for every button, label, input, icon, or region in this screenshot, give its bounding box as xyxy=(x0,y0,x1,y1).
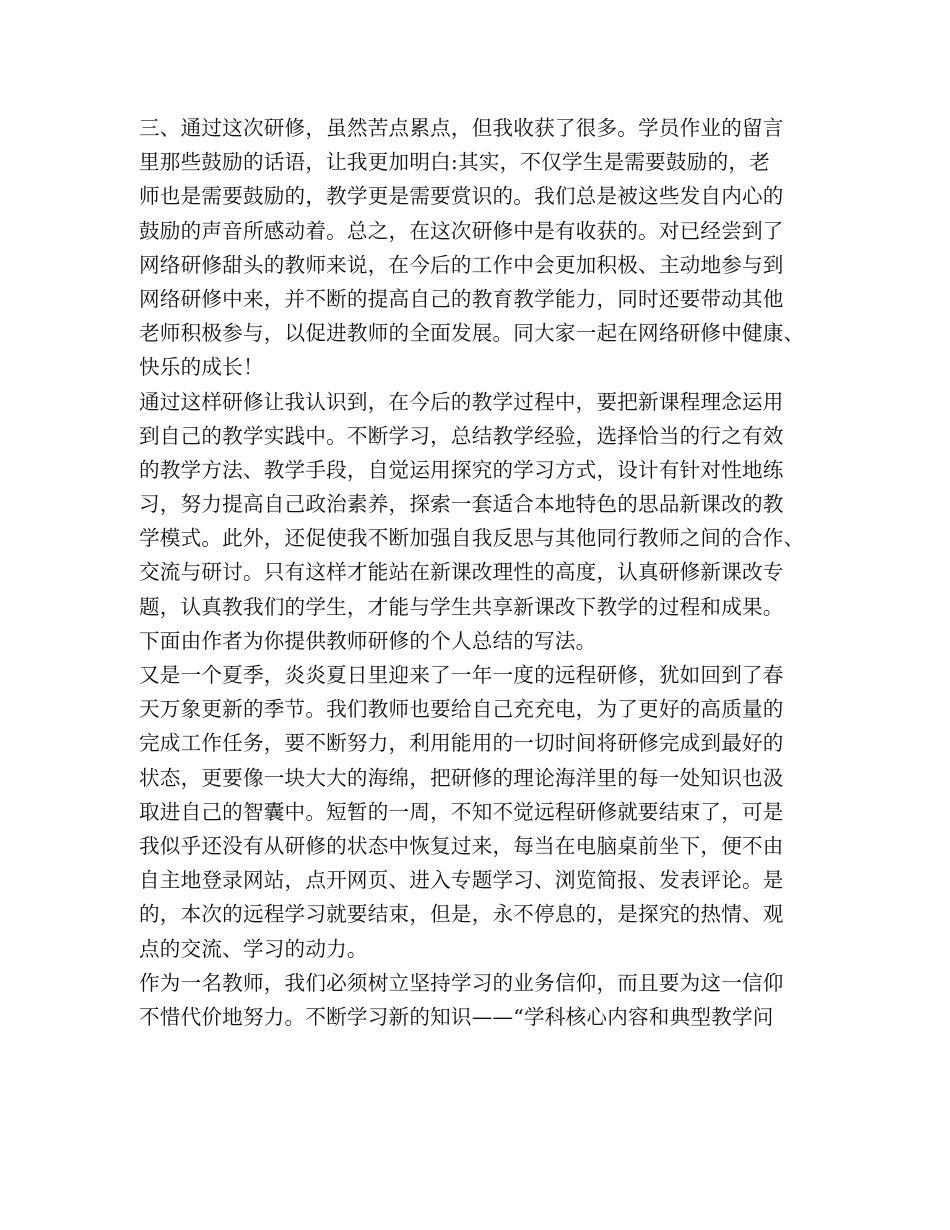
text-line: 里那些鼓励的话语，让我更加明白:其实，不仅学生是需要鼓励的，老 xyxy=(139,150,770,175)
text-line: 网络研修甜头的教师来说，在今后的工作中会更加积极、主动地参与到 xyxy=(139,252,784,277)
text-line: 完成工作任务，要不断努力，利用能用的一切时间将研修完成到最好的 xyxy=(139,731,784,756)
text-line: 天万象更新的季节。我们教师也要给自己充充电，为了更好的高质量的 xyxy=(139,697,784,722)
text-line: 交流与研讨。只有这样才能站在新课改理性的高度，认真研修新课改专 xyxy=(139,560,784,585)
text-line: 学模式。此外，还促使我不断加强自我反思与其他同行教师之间的合作、 xyxy=(139,526,805,551)
text-line: 通过这样研修让我认识到，在今后的教学过程中，要把新课程理念运用 xyxy=(139,389,784,414)
text-line: 到自己的教学实践中。不断学习，总结教学经验，选择恰当的行之有效 xyxy=(139,423,784,448)
text-line: 网络研修中来，并不断的提高自己的教育教学能力，同时还要带动其他 xyxy=(139,286,784,311)
text-line: 习，努力提高自己政治素养，探索一套适合本地特色的思品新课改的教 xyxy=(139,492,784,517)
text-line: 下面由作者为你提供教师研修的个人总结的写法。 xyxy=(139,628,597,653)
text-line: 三、通过这次研修，虽然苦点累点，但我收获了很多。学员作业的留言 xyxy=(139,116,784,140)
text-line: 取进自己的智囊中。短暂的一周，不知不觉远程研修就要结束了，可是 xyxy=(139,799,784,824)
document-body xyxy=(139,111,815,1034)
text-line: 点的交流、学习的动力。 xyxy=(139,936,368,961)
text-line: 鼓励的声音所感动着。总之，在这次研修中是有收获的。对已经尝到了 xyxy=(139,218,784,243)
text-line: 的，本次的远程学习就要结束，但是，永不停息的，是探究的热情、观 xyxy=(139,902,784,927)
text-line: 的教学方法、教学手段，自觉运用探究的学习方式，设计有针对性地练 xyxy=(139,457,784,482)
text-line: 师也是需要鼓励的，教学更是需要赏识的。我们总是被这些发自内心的 xyxy=(139,184,784,209)
text-line: 又是一个夏季，炎炎夏日里迎来了一年一度的远程研修，犹如回到了春 xyxy=(139,663,784,687)
text-line: 状态，更要像一块大大的海绵，把研修的理论海洋里的每一处知识也汲 xyxy=(139,765,784,790)
text-line: 题，认真教我们的学生，才能与学生共享新课改下教学的过程和成果。 xyxy=(139,594,784,619)
text-line: 作为一名教师，我们必须树立坚持学习的业务信仰，而且要为这一信仰 xyxy=(139,970,784,995)
text-line: 自主地登录网站，点开网页、进入专题学习、浏览简报、发表评论。是 xyxy=(139,868,784,893)
text-line: 我似乎还没有从研修的状态中恢复过来，每当在电脑桌前坐下，便不由 xyxy=(139,833,784,858)
text-line: 快乐的成长！ xyxy=(139,355,264,380)
text-line: 老师积极参与，以促进教师的全面发展。同大家一起在网络研修中健康、 xyxy=(139,321,805,346)
text-line: 不惜代价地努力。不断学习新的知识——“学科核心内容和典型教学问 xyxy=(139,1004,774,1029)
